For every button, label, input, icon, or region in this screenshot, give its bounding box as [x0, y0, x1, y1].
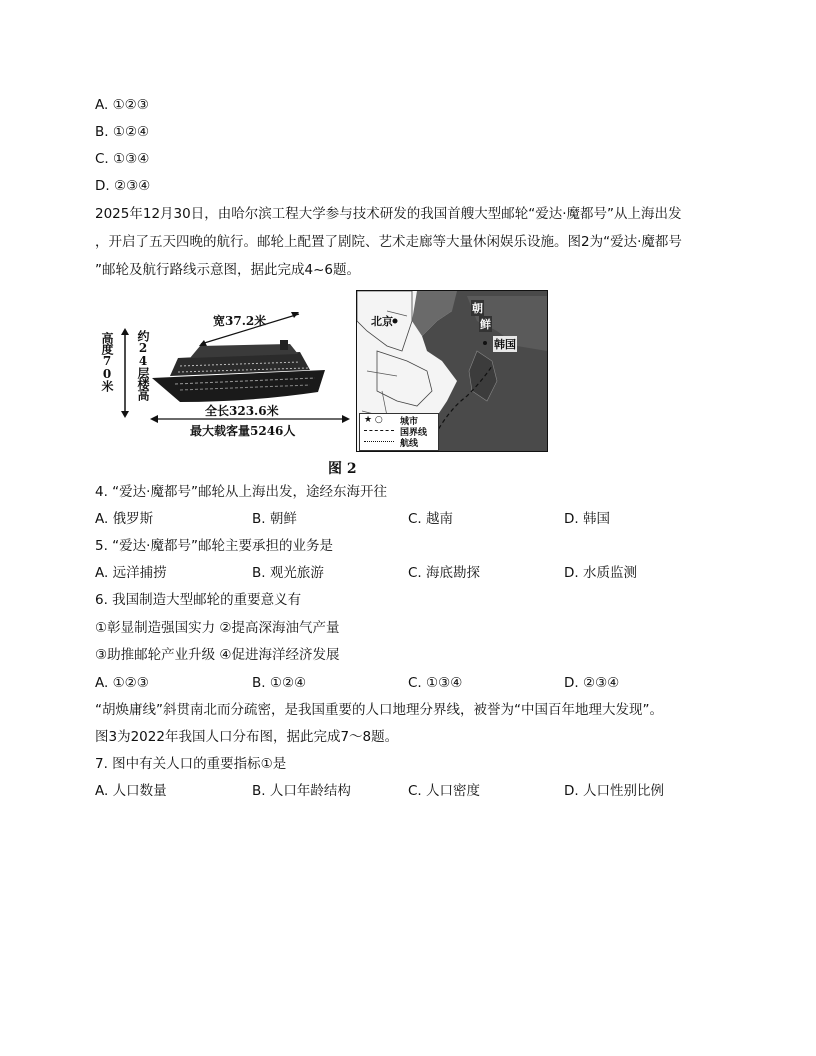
q4-option-d: D. 韩国 — [564, 511, 610, 527]
figure-caption: 图 2 — [328, 461, 357, 477]
map-legend — [359, 413, 439, 451]
label-korea-south: 韩国 — [494, 338, 516, 351]
q6-option-b: B. ①②④ — [252, 675, 307, 691]
passage2-line2: 图3为2022年我国人口分布图，据此完成7～8题。 — [95, 729, 399, 745]
q4-stem: 4. “爱达·魔都号”邮轮从上海出发，途经东海开往 — [95, 484, 387, 500]
option-b: B. ①②④ — [95, 124, 150, 140]
q5-option-d: D. 水质监测 — [564, 565, 637, 581]
legend-border-line — [364, 430, 394, 431]
cruise-ship-icon — [150, 340, 330, 410]
passage1-line2: ，开启了五天四晚的航行。邮轮上配置了剧院、艺术走廊等大量休闲娱乐设施。图2为“爱达·魔都号 — [95, 234, 682, 250]
ship-floors-label: 约24层楼高 — [136, 330, 150, 400]
option-c: C. ①③④ — [95, 151, 150, 167]
q7-option-b: B. 人口年龄结构 — [252, 783, 351, 799]
legend-route-line — [364, 441, 394, 442]
passage2-line1: “胡焕庸线”斜贯南北而分疏密，是我国重要的人口地理分界线，被誉为“中国百年地理大发现”。 — [95, 702, 663, 718]
q7-option-d: D. 人口性别比例 — [564, 783, 664, 799]
ship-capacity-label: 最大载客量5246人 — [190, 424, 296, 438]
q4-option-a: A. 俄罗斯 — [95, 511, 154, 527]
q6-option-c: C. ①③④ — [408, 675, 463, 691]
passage1-line3: ”邮轮及航行路线示意图，据此完成4~6题。 — [95, 262, 360, 278]
q7-stem: 7. 图中有关人口的重要指标①是 — [95, 756, 287, 772]
q6-stem: 6. 我国制造大型邮轮的重要意义有 — [95, 592, 302, 608]
route-map — [356, 290, 548, 452]
q7-option-c: C. 人口密度 — [408, 783, 481, 799]
q5-option-a: A. 远洋捕捞 — [95, 565, 167, 581]
label-beijing: 北京 — [371, 315, 393, 328]
passage1-line1: 2025年12月30日，由哈尔滨工程大学参与技术研发的我国首艘大型邮轮“爱达·魔都号”从上海出发 — [95, 206, 682, 222]
legend-route: 航线 — [400, 439, 419, 449]
q5-option-c: C. 海底勘探 — [408, 565, 481, 581]
ship-figure — [95, 300, 335, 440]
q5-option-b: B. 观光旅游 — [252, 565, 324, 581]
label-korea-north-2: 鲜 — [480, 318, 491, 331]
legend-border: 国界线 — [400, 428, 428, 438]
label-korea-north-1: 朝 — [472, 302, 483, 315]
ship-height-label: 高度70米 — [100, 332, 114, 391]
q4-option-c: C. 越南 — [408, 511, 454, 527]
q5-stem: 5. “爱达·魔都号”邮轮主要承担的业务是 — [95, 538, 333, 554]
q6-option-a: A. ①②③ — [95, 675, 149, 691]
ship-length-label: 全长323.6米 — [205, 404, 279, 418]
ship-width-label: 宽37.2米 — [213, 314, 267, 328]
option-d: D. ②③④ — [95, 178, 151, 194]
legend-star-icon: ★ ○ — [364, 415, 383, 425]
q6-items-1: ①彰显制造强国实力 ②提高深海油气产量 — [95, 620, 340, 636]
option-a: A. ①②③ — [95, 97, 149, 113]
legend-city: 城市 — [400, 417, 419, 427]
q4-option-b: B. 朝鲜 — [252, 511, 297, 527]
q7-option-a: A. 人口数量 — [95, 783, 167, 799]
q6-option-d: D. ②③④ — [564, 675, 620, 691]
height-arrow-icon — [117, 328, 133, 418]
q6-items-2: ③助推邮轮产业升级 ④促进海洋经济发展 — [95, 647, 340, 663]
